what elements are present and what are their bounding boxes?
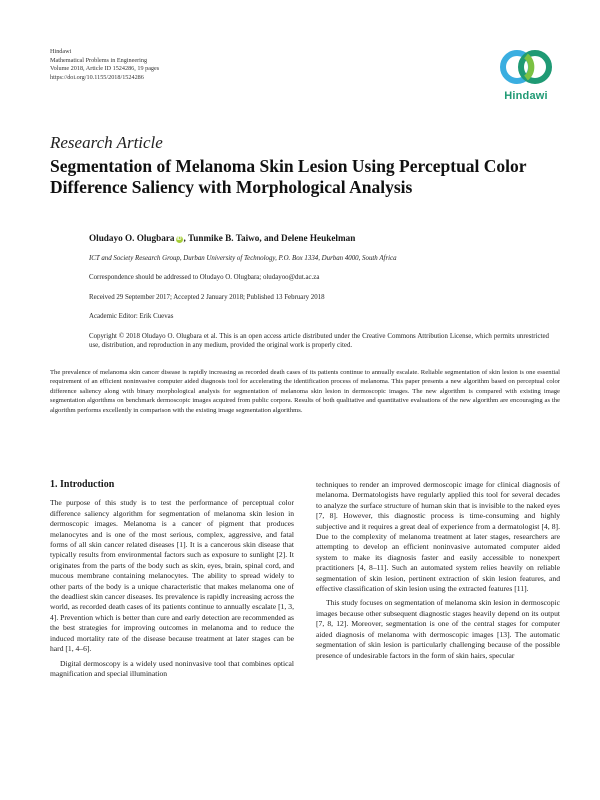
volume-info: Volume 2018, Article ID 1524286, 19 pages bbox=[50, 65, 160, 73]
paragraph: The purpose of this study is to test the performance of perceptual color difference saliency algorithm for segmentation of melanoma skin lesion in dermoscopic images. Melanoma is a cancer of pigment that produces melanocytes and is one of the most serious, complex, aggressive, and fatal forms of all skin cancer related diseases [1]. It is a cancerous skin disease that typically results from environmental factors such as exposure to sunlight [2]. It originates from the parts of the body such as skin, eyes, brain, spinal cord, and mucous membrane containing melanocytes. The ability to spread widely to other parts of the body is a unique characteristic that makes melanoma one of the deadliest skin cancer diseases. Its prevalence is rapidly increasing across the world, as recorded death cases of its patients continue to annually escalate [1, 3, 4]. Prevention which is better than cure and early detection are recommended as the best strategies for improving outcomes in melanoma and to reduce the induced mortality rate of the disease because treatment at later stages can be hard [1, 4–6]. bbox=[50, 498, 294, 654]
publication-dates: Received 29 September 2017; Accepted 2 January 2018; Published 13 February 2018 bbox=[89, 294, 325, 301]
paragraph: Digital dermoscopy is a widely used noninvasive tool that combines optical magnification and special illumination bbox=[50, 658, 294, 678]
journal-info bbox=[50, 48, 159, 82]
publisher-name: Hindawi bbox=[50, 48, 72, 55]
logo-wordmark: Hindawi bbox=[504, 90, 548, 102]
academic-editor: Academic Editor: Erik Cuevas bbox=[89, 313, 174, 320]
affiliation: ICT and Society Research Group, Durban University of Technology, P.O. Box 1334, Durban 4000, South Africa bbox=[89, 255, 397, 262]
body-column-left bbox=[50, 480, 294, 679]
first-author: Oludayo O. Olugbara bbox=[89, 233, 175, 243]
hindawi-logo bbox=[496, 44, 556, 106]
other-authors: , Tunmike B. Taiwo, and Delene Heukelman bbox=[183, 233, 356, 243]
doi-link[interactable]: https://doi.org/10.1155/2018/1524286 bbox=[50, 73, 144, 81]
abstract: The prevalence of melanoma skin cancer disease is rapidly increasing as recorded death cases of its patients continue to annually escalate. Reliable segmentation of skin lesion is one essential requirement of an efficient noninvasive computer aided diagnosis tool for accelerating the identification process of melanoma. This paper presents a new algorithm based on perceptual color difference saliency along with binary morphological analysis for segmentation of melanoma skin lesion in dermoscopic images. The new algorithm is compared with existing image segmentation algorithms on benchmark dermoscopic images acquired from public corpora. Results of both qualitative and quantitative evaluations of the new algorithm are encouraging as the algorithm performs excellently in comparison with the existing image segmentation algorithms. bbox=[50, 369, 560, 414]
article-title: Segmentation of Melanoma Skin Lesion Using Perceptual Color Difference Saliency with Morphological Analysis bbox=[50, 156, 527, 197]
paragraph: This study focuses on segmentation of melanoma skin lesion in dermoscopic images because other subsequent diagnostic stages heavily depend on its output [7, 8, 12]. Moreover, segmentation is one of the central stages for computer aided diagnosis of melanoma with dermoscopic images [13]. The automatic segmentation of skin lesion is particularly challenging because of the possible presence of undesirable factors in the form of skin hairs, specular bbox=[316, 598, 560, 660]
copyright-notice: Copyright © 2018 Oludayo O. Olugbara et al. This is an open access article distributed under the Creative Commons Attribution License, which permits unrestricted use, distribution, and reproduction in any medium, provided the original work is properly cited. bbox=[89, 333, 549, 350]
author-list bbox=[89, 233, 355, 243]
correspondence: Correspondence should be addressed to Oludayo O. Olugbara; oludayoo@dut.ac.za bbox=[89, 274, 320, 281]
journal-name: Mathematical Problems in Engineering bbox=[50, 56, 148, 64]
article-type: Research Article bbox=[50, 133, 163, 152]
paragraph: techniques to render an improved dermoscopic image for clinical diagnosis of melanoma. Dermatologists have regularly applied this tool for several decades to analyze the surface structure of human skin that is invisible to the naked eyes [7, 8]. However, this diagnostic process is time-consuming and highly subjective and it requires a great deal of experience from a dermatologist [4, 8]. Due to the complexity of melanoma treatment at later stages, researchers are attempting to develop an efficient noninvasive automated computer aided system to make its diagnosis faster and easily accessible to nonexpert practitioners [4, 8–11]. Such an automated system relies heavily on reliable segmentation of skin lesion, pertinent extraction of skin lesion features, and effective classification of skin lesion using the extracted features [11]. bbox=[316, 480, 560, 594]
section-heading: 1. Introduction bbox=[50, 479, 115, 490]
orcid-icon[interactable]: iD bbox=[176, 236, 182, 242]
body-column-right bbox=[316, 480, 560, 661]
hindawi-logo-icon bbox=[496, 44, 556, 90]
